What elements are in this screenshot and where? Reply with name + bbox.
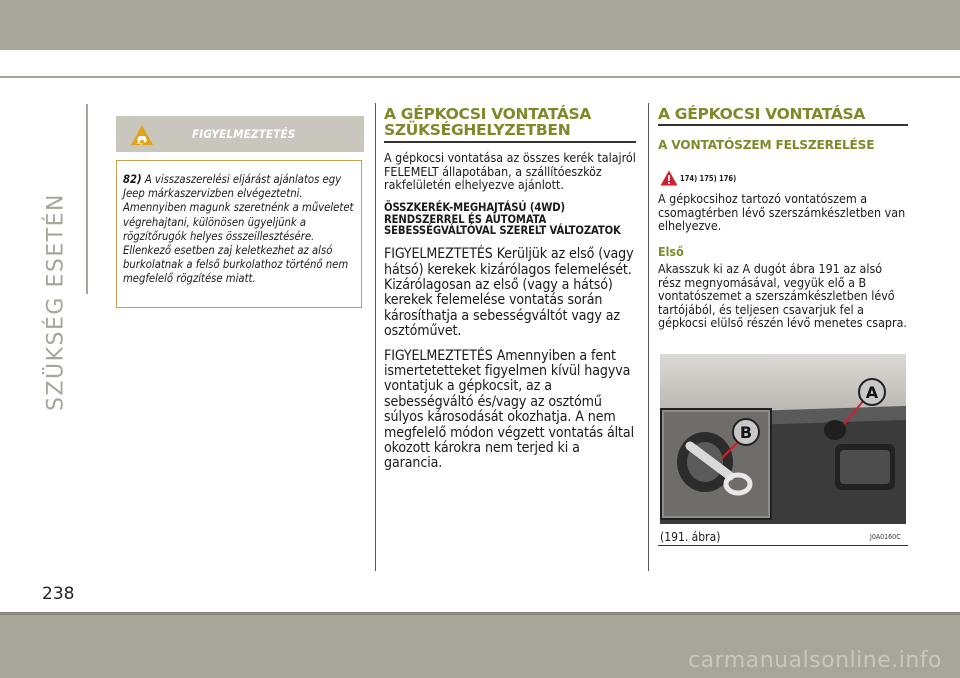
right-subheading: A VONTATÓSZEM FELSZERELÉSE <box>658 138 875 152</box>
tow-hook-figure <box>660 354 906 524</box>
right-heading: A GÉPKOCSI VONTATÁSA <box>658 105 866 123</box>
figure-caption-rule <box>658 545 908 546</box>
figure-label-a: A <box>865 383 879 402</box>
middle-heading <box>384 106 640 138</box>
middle-heading-rule <box>384 141 636 143</box>
warning-title: FIGYELMEZTETÉS <box>192 127 296 141</box>
warning-header <box>116 116 364 152</box>
section-side-title: SZÜKSÉG ESETÉN <box>43 192 69 412</box>
warning-reference-numbers: 174) 175) 176) <box>680 174 737 183</box>
column-separator-left <box>375 103 376 571</box>
right-section-heading: Első <box>658 244 684 259</box>
middle-heading-line1: A GÉPKOCSI VONTATÁSA <box>384 105 592 123</box>
right-heading-rule <box>658 124 908 126</box>
middle-heading-line2: SZÜKSÉGHELYZETBEN <box>384 121 571 139</box>
warning-triangle-icon <box>660 170 678 186</box>
side-rule <box>86 104 88 294</box>
page-number: 238 <box>42 584 75 604</box>
figure-code: J0A0160C <box>870 533 901 541</box>
warning-box <box>116 160 362 308</box>
warning-text-block <box>123 173 363 287</box>
middle-paragraph-1: FIGYELMEZTETÉS Kerüljük az első (vagy hátsó) kerekek kizárólagos felemelését. Kizárólagosan az első (vagy a hátsó) kerekek felemelése vontatás során károsíthatja a sebességváltót vagy az osztóművet. <box>384 246 634 340</box>
column-separator-right <box>648 103 649 571</box>
figure-caption: (191. ábra) <box>660 530 721 544</box>
bottom-rule <box>0 612 960 615</box>
figure-label-b: B <box>739 423 753 442</box>
warning-text: A visszaszerelési eljárást ajánlatos egy Jeep márkaszervizben elvégeztetni. Amennyiben magunk szeretnénk a műveletet végrehajtani, különösen ügyeljünk a rögzítőrugók helyes összeillesztésére. Ellenkező esetben zaj keletkezhet az alsó burkolatnak a felső burkolathoz történő nem megfelelő rögzítése miatt. <box>123 173 354 286</box>
top-rule <box>0 76 960 78</box>
watermark-text: carmanualsonline.info <box>688 648 942 673</box>
warning-number: 82) <box>123 173 142 186</box>
right-paragraph-1: A gépkocsihoz tartozó vontatószem a csomagtérben lévő szerszámkészletben van elhelyezve. <box>658 191 906 234</box>
car-skid-warning-icon <box>130 124 154 146</box>
top-band <box>0 0 960 50</box>
middle-subheading: ÖSSZKERÉK-MEGHAJTÁSÚ (4WD) RENDSZERREL ÉS AUTOMATA SEBESSÉGVÁLTÓVAL SZERELT VÁLTOZATOK <box>384 200 621 238</box>
middle-column <box>384 106 640 472</box>
middle-paragraph-2: FIGYELMEZTETÉS Amennyiben a fent ismertetetteket figyelmen kívül hagyva vontatjuk a gépkocsit, az a sebességváltó és/vagy az osztómű súlyos károsodását okozhatja. A nem megfelelő módon végzett vontatás által okozott károkra nem terjed ki a garancia. <box>384 347 635 472</box>
right-column <box>658 105 908 331</box>
middle-intro: A gépkocsi vontatása az összes kerék talajról FELEMELT állapotában, a szállítóeszköz rakfelületén elhelyezve ajánlott. <box>384 150 636 193</box>
right-paragraph-2: Akasszuk ki az A dugót ábra 191 az alsó rész megnyomásával, vegyük elő a B vontatószemet a szerszámkészletben lévő tartójából, és teljesen csavarjuk fel a gépkocsi elülső részén lévő menetes csapra. <box>658 261 907 331</box>
